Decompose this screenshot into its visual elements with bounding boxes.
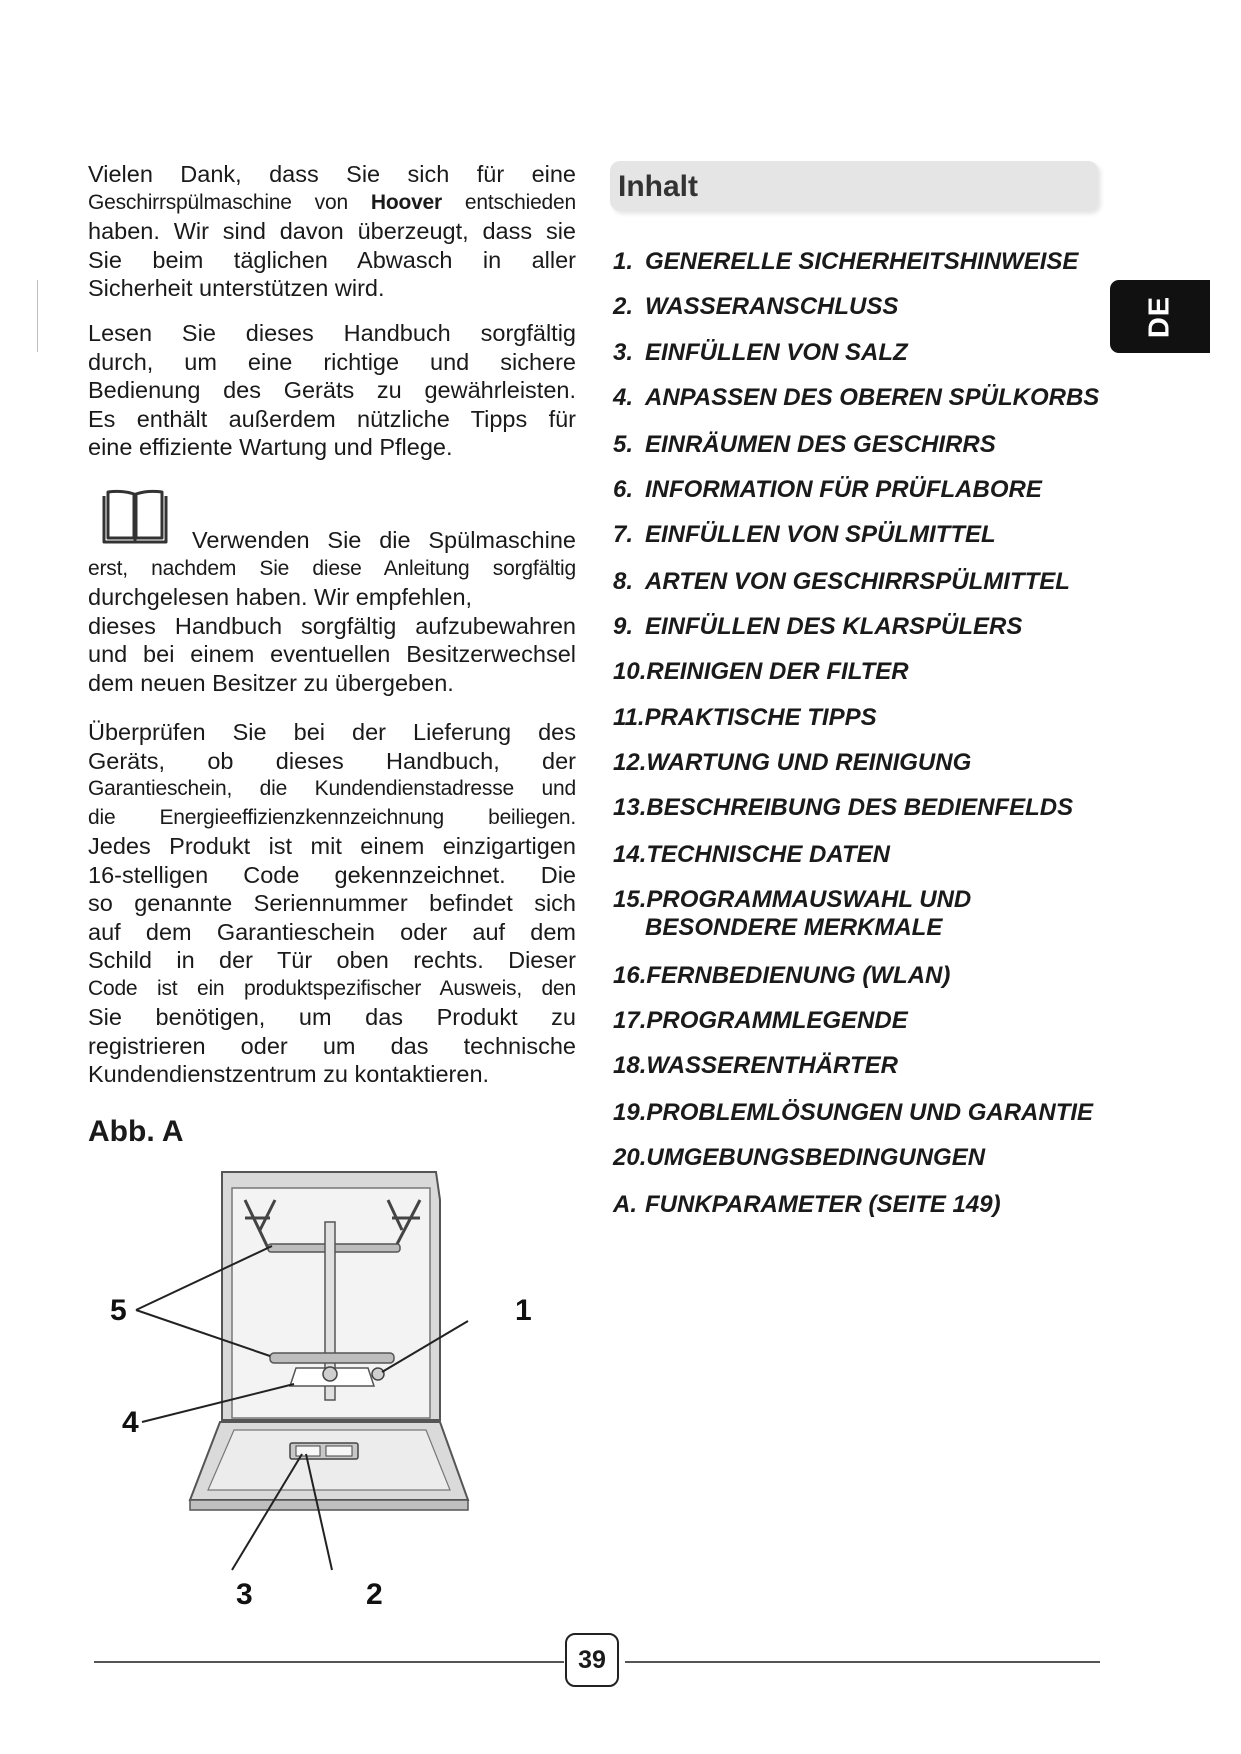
language-tab-label: DE bbox=[1143, 295, 1176, 338]
margin-line bbox=[37, 280, 38, 352]
text-line: haben. Wir sind davon überzeugt, dass sie bbox=[88, 218, 576, 244]
toc-item[interactable]: 17.PROGRAMMLEGENDE bbox=[613, 1007, 908, 1034]
page-number: 39 bbox=[565, 1633, 619, 1687]
text-line: Code ist ein produktspezifischer Ausweis, den bbox=[88, 976, 576, 1000]
toc-item[interactable]: A. FUNKPARAMETER (SEITE 149) bbox=[613, 1191, 1001, 1218]
toc-item[interactable]: 8. ARTEN VON GESCHIRRSPÜLMITTEL bbox=[613, 568, 1070, 595]
callout-number-1: 1 bbox=[515, 1294, 532, 1327]
toc-item[interactable]: 5. EINRÄUMEN DES GESCHIRRS bbox=[613, 431, 996, 458]
text-line: Bedienung des Geräts zu gewährleisten. bbox=[88, 377, 576, 403]
salt-cap bbox=[372, 1368, 384, 1380]
text-line: Kundendienstzentrum zu kontaktieren. bbox=[88, 1061, 490, 1087]
toc-item[interactable]: 12.WARTUNG UND REINIGUNG bbox=[613, 749, 972, 776]
callout-number-3: 3 bbox=[236, 1578, 253, 1611]
dishwasher-figure bbox=[100, 1160, 540, 1630]
intro-paragraph-4 bbox=[88, 718, 576, 1089]
language-tab bbox=[1110, 280, 1210, 353]
text-line: so genannte Seriennummer befindet sich bbox=[88, 890, 576, 916]
callout-number-4: 4 bbox=[122, 1406, 139, 1439]
text-line: Jedes Produkt ist mit einem einzigartigen bbox=[88, 833, 576, 859]
toc-item[interactable]: 3. EINFÜLLEN VON SALZ bbox=[613, 339, 908, 366]
footer-rule-right bbox=[625, 1661, 1100, 1663]
text-line: durchgelesen haben. Wir empfehlen, bbox=[88, 584, 473, 610]
toc-item[interactable]: 15.PROGRAMMAUSWAHL UND BESONDERE MERKMALE bbox=[613, 886, 972, 941]
toc-item[interactable]: 10.REINIGEN DER FILTER bbox=[613, 658, 909, 685]
text-line: Sicherheit unterstützen wird. bbox=[88, 275, 385, 301]
text-line: die Energieeffizienzkennzeichnung beiliegen. bbox=[88, 805, 576, 829]
toc-item[interactable]: 19.PROBLEMLÖSUNGEN UND GARANTIE bbox=[613, 1099, 1094, 1126]
toc-item[interactable]: 6. INFORMATION FÜR PRÜFLABORE bbox=[613, 476, 1042, 503]
text-line: dieses Handbuch sorgfältig aufzubewahren bbox=[88, 612, 576, 639]
toc-title: Inhalt bbox=[618, 170, 698, 203]
filter-cap bbox=[323, 1367, 337, 1381]
text-line: Garantieschein, die Kundendienstadresse und bbox=[88, 777, 576, 800]
toc-item[interactable]: 11.PRAKTISCHE TIPPS bbox=[613, 704, 877, 731]
toc-item[interactable]: 13.BESCHREIBUNG DES BEDIENFELDS bbox=[613, 794, 1074, 821]
text-line: Es enthält außerdem nützliche Tipps für bbox=[88, 405, 576, 432]
footer-rule-left bbox=[94, 1661, 564, 1663]
toc-item[interactable]: 1. GENERELLE SICHERHEITSHINWEISE bbox=[613, 248, 1079, 275]
toc-item[interactable]: 18.WASSERENTHÄRTER bbox=[613, 1052, 898, 1079]
intro-paragraph-1 bbox=[88, 160, 576, 303]
toc-item[interactable]: 9. EINFÜLLEN DES KLARSPÜLERS bbox=[613, 613, 1023, 640]
text-line: Sie benötigen, um das Produkt zu bbox=[88, 1004, 576, 1030]
text-line: Geräts, ob dieses Handbuch, der bbox=[88, 747, 576, 774]
text-line: erst, nachdem Sie diese Anleitung sorgfältig bbox=[88, 556, 576, 580]
callout-number-5: 5 bbox=[110, 1294, 127, 1327]
text-line: 16-stelligen Code gekennzeichnet. Die bbox=[88, 861, 576, 888]
toc-item[interactable]: 2. WASSERANSCHLUSS bbox=[613, 293, 899, 320]
figure-title: Abb. A bbox=[88, 1115, 184, 1148]
intro-paragraph-3 bbox=[88, 526, 576, 697]
text-line: auf dem Garantieschein oder auf dem bbox=[88, 918, 576, 945]
toc-item[interactable]: 14.TECHNISCHE DATEN bbox=[613, 841, 890, 868]
text-line: dem neuen Besitzer zu übergeben. bbox=[88, 669, 454, 696]
text-line: Schild in der Tür oben rechts. Dieser bbox=[88, 947, 576, 973]
text-line: registrieren oder um das technische bbox=[88, 1032, 576, 1059]
text-line: Sie beim täglichen Abwasch in aller bbox=[88, 246, 576, 273]
text-line: Lesen Sie dieses Handbuch sorgfältig bbox=[88, 320, 576, 346]
text-line: eine effiziente Wartung und Pflege. bbox=[88, 434, 453, 460]
lower-spray-arm bbox=[270, 1353, 394, 1363]
toc-item[interactable]: 4. ANPASSEN DES OBEREN SPÜLKORBS bbox=[613, 384, 1100, 411]
text-line: Verwenden Sie die Spülmaschine bbox=[192, 527, 576, 553]
text-line: und bei einem eventuellen Besitzerwechsel bbox=[88, 641, 576, 667]
text-line: Geschirrspülmaschine von Hoover entschieden bbox=[88, 190, 576, 214]
toc-item[interactable]: 7. EINFÜLLEN VON SPÜLMITTEL bbox=[613, 521, 996, 548]
brand-name: Hoover bbox=[370, 190, 443, 214]
callout-number-2: 2 bbox=[366, 1578, 383, 1611]
intro-paragraph-2 bbox=[88, 319, 576, 462]
text-line: durch, um eine richtige und sichere bbox=[88, 348, 576, 375]
toc-header bbox=[610, 161, 1098, 211]
toc-item[interactable]: 20.UMGEBUNGSBEDINGUNGEN bbox=[613, 1144, 986, 1171]
text-line: Vielen Dank, dass Sie sich für eine bbox=[88, 161, 576, 187]
toc-item[interactable]: 16.FERNBEDIENUNG (WLAN) bbox=[613, 962, 951, 989]
text-line: Überprüfen Sie bei der Lieferung des bbox=[88, 719, 576, 745]
